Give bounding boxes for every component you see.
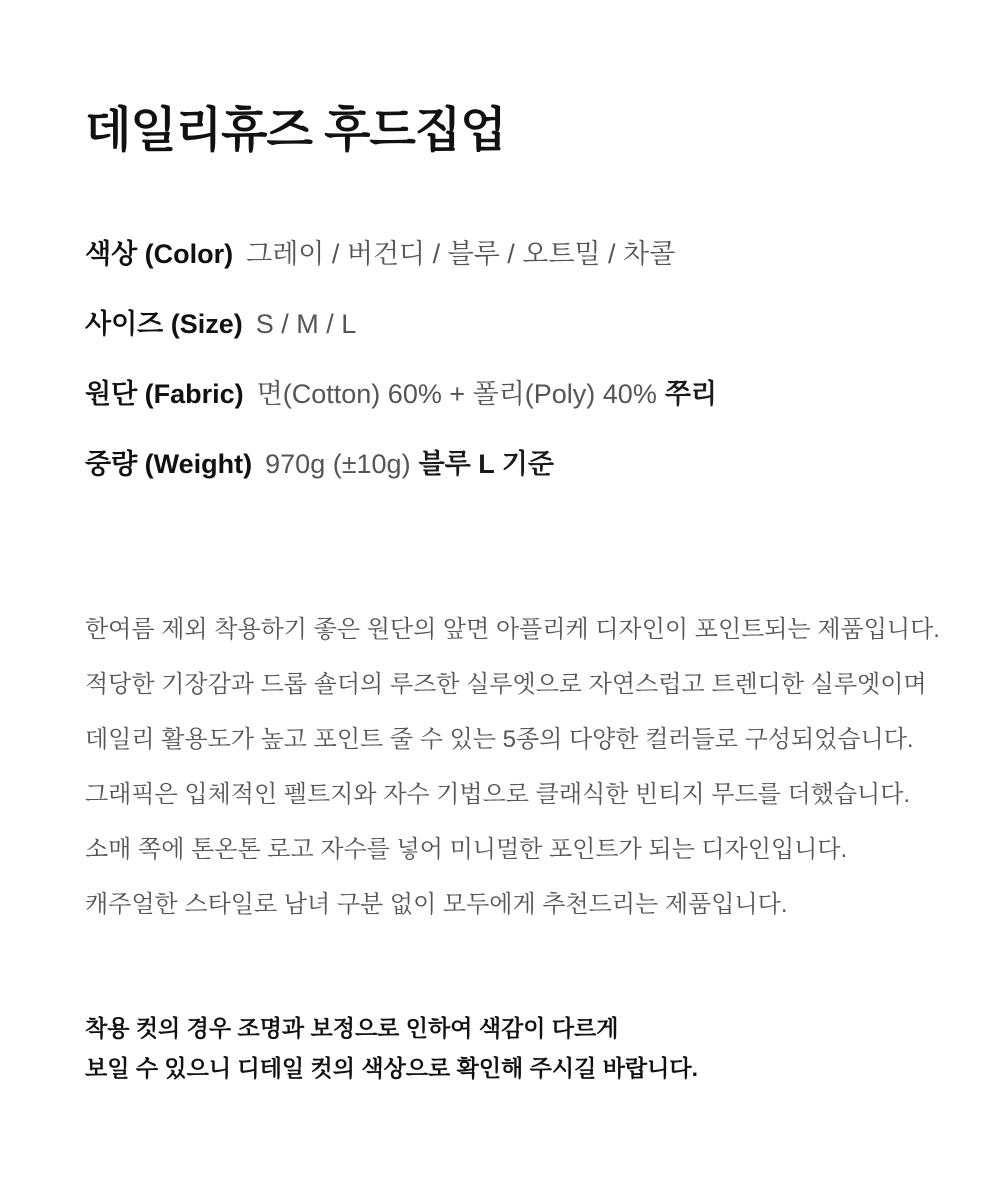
notice-line: 보일 수 있으니 디테일 컷의 색상으로 확인해 주시길 바랍니다. [85,1055,698,1082]
spec-value-weight: 970g (±10g) [265,449,411,480]
description-line: 그래픽은 입체적인 펠트지와 자수 기법으로 클래식한 빈티지 무드를 더했습니다. [85,781,911,809]
spec-row-size [85,304,940,344]
notice-line: 착용 컷의 경우 조명과 보정으로 인하여 색감이 다르게 [85,1015,619,1042]
spec-value-weight-bold: 블루 L 기준 [418,449,554,480]
description-line: 적당한 기장감과 드롭 숄더의 루즈한 실루엣으로 자연스럽고 트렌디한 실루엣이며 [85,671,927,699]
spec-row-fabric [85,374,940,414]
product-description [85,602,940,932]
spec-label-weight: 중량 (Weight) [85,449,253,480]
spec-value-fabric: 면(Cotton) 60% + 폴리(Poly) 40% [256,379,657,410]
spec-label-color: 색상 (Color) [85,239,234,270]
spec-row-weight [85,444,940,484]
description-line: 소매 쪽에 톤온톤 로고 자수를 넣어 미니멀한 포인트가 되는 디자인입니다. [85,836,848,864]
description-line: 한여름 제외 착용하기 좋은 원단의 앞면 아플리케 디자인이 포인트되는 제품입니다. [85,616,940,644]
description-line: 데일리 활용도가 높고 포인트 줄 수 있는 5종의 다양한 컬러들로 구성되었습니다. [85,726,914,754]
description-line: 캐주얼한 스타일로 남녀 구분 없이 모두에게 추천드리는 제품입니다. [85,891,788,919]
spec-label-fabric: 원단 (Fabric) [85,379,244,410]
spec-row-color [85,234,940,274]
product-title: 데일리휴즈 후드집업 [85,104,506,157]
color-difference-notice [85,1008,940,1088]
spec-list [85,234,940,484]
spec-value-fabric-bold: 쭈리 [664,379,717,410]
spec-label-size: 사이즈 (Size) [85,309,243,340]
spec-value-size: S / M / L [255,309,357,340]
spec-value-color: 그레이 / 버건디 / 블루 / 오트밀 / 차콜 [246,239,676,270]
